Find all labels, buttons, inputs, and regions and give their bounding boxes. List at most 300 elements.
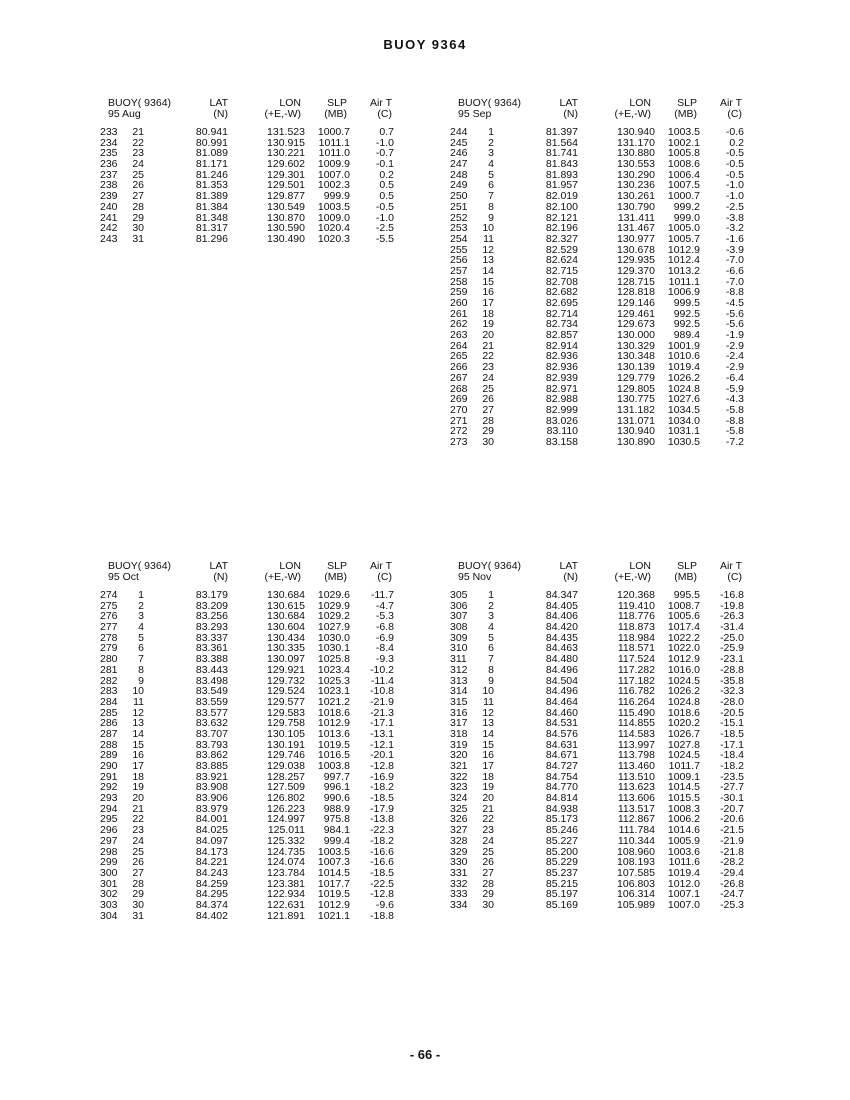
- lat-cell: 81.384: [195, 200, 228, 213]
- slp-cell: 1023.4: [317, 663, 350, 676]
- lon-cell: 125.332: [267, 834, 305, 847]
- lat-cell: 84.496: [545, 685, 578, 698]
- air-temp-cell: -12.8: [370, 760, 394, 772]
- lat-cell: 81.397: [545, 126, 578, 138]
- day-of-year-cell: 268: [450, 382, 468, 395]
- lon-cell: 114.855: [617, 717, 655, 730]
- lon-cell: 130.940: [617, 425, 655, 438]
- lon-cell: 131.170: [617, 136, 655, 149]
- slp-cell: 1012.4: [667, 254, 700, 267]
- air-temp-cell: -21.9: [720, 834, 744, 847]
- day-of-year-cell: 244: [450, 126, 468, 138]
- slp-cell: 1003.5: [317, 845, 350, 858]
- day-of-year-cell: 251: [450, 200, 468, 213]
- day-of-year-cell: 246: [450, 147, 468, 160]
- lat-cell: 83.559: [195, 695, 228, 708]
- slp-cell: 1023.1: [317, 685, 350, 698]
- air-temp-cell: -35.8: [720, 674, 744, 687]
- table-row: [450, 868, 805, 879]
- day-cell: 10: [482, 685, 494, 698]
- air-temp-cell: -11.4: [370, 674, 394, 687]
- day-cell: 21: [482, 339, 494, 352]
- day-cell: 19: [132, 781, 144, 794]
- lat-cell: 81.741: [545, 147, 578, 160]
- day-of-year-cell: 317: [450, 717, 468, 730]
- slp-cell: 1016.0: [667, 663, 700, 676]
- day-of-year-cell: 291: [100, 770, 118, 783]
- lat-cell: 81.296: [195, 232, 228, 245]
- day-of-year-cell: 243: [100, 232, 118, 245]
- day-cell: 24: [132, 158, 144, 171]
- air-temp-cell: -12.8: [370, 888, 394, 901]
- slp-cell: 1003.8: [317, 760, 350, 772]
- air-temp-cell: -9.3: [375, 653, 394, 666]
- lon-cell: 129.501: [267, 179, 305, 192]
- day-of-year-cell: 315: [450, 695, 468, 708]
- slp-cell: 999.4: [323, 834, 350, 847]
- header-slp: SLP: [327, 560, 347, 572]
- lat-cell: 81.564: [545, 136, 578, 149]
- lon-cell: 126.802: [267, 792, 305, 805]
- table-block-aug: [100, 97, 455, 245]
- day-cell: 14: [482, 727, 494, 740]
- air-temp-cell: -18.8: [370, 909, 394, 922]
- lon-cell: 128.715: [617, 275, 655, 288]
- slp-cell: 1003.6: [667, 845, 700, 858]
- lon-cell: 128.257: [267, 770, 305, 783]
- air-temp-cell: -5.9: [725, 382, 744, 395]
- slp-cell: 997.7: [323, 770, 350, 783]
- lat-cell: 83.549: [195, 685, 228, 698]
- lon-cell: 129.524: [267, 685, 305, 698]
- air-temp-cell: -26.8: [720, 877, 744, 890]
- lat-cell: 82.936: [545, 361, 578, 374]
- slp-cell: 1011.0: [318, 147, 350, 160]
- slp-cell: 1001.9: [667, 339, 700, 352]
- table-row: [100, 202, 455, 213]
- lon-cell: 113.510: [617, 770, 655, 783]
- day-cell: 21: [132, 802, 144, 815]
- header-lat: LAT: [559, 97, 578, 109]
- table-body: [450, 127, 805, 448]
- day-of-year-cell: 327: [450, 824, 468, 837]
- slp-cell: 990.6: [323, 792, 350, 805]
- lon-cell: 111.784: [618, 824, 655, 837]
- day-cell: 16: [482, 749, 494, 762]
- table-row: [450, 836, 805, 847]
- air-temp-cell: -22.3: [370, 824, 394, 837]
- slp-cell: 1011.6: [668, 856, 700, 869]
- air-temp-cell: -16.9: [370, 770, 394, 783]
- lon-cell: 131.467: [617, 222, 655, 235]
- table-row: [450, 665, 805, 676]
- lon-cell: 129.583: [267, 706, 305, 719]
- slp-cell: 992.5: [673, 307, 700, 320]
- day-cell: 31: [132, 232, 144, 245]
- slp-cell: 1029.6: [317, 589, 350, 601]
- page-title: BUOY 9364: [383, 37, 467, 52]
- slp-cell: 1027.6: [667, 393, 700, 406]
- day-cell: 30: [132, 222, 144, 235]
- air-temp-cell: -3.9: [725, 243, 744, 256]
- day-of-year-cell: 265: [450, 350, 468, 363]
- lon-cell: 113.623: [617, 781, 655, 794]
- lat-cell: 82.734: [545, 318, 578, 331]
- slp-cell: 1015.5: [667, 792, 700, 805]
- day-of-year-cell: 261: [450, 307, 468, 320]
- day-cell: 2: [488, 136, 494, 149]
- day-of-year-cell: 298: [100, 845, 118, 858]
- day-of-year-cell: 332: [450, 877, 468, 890]
- lon-cell: 130.604: [267, 621, 305, 634]
- lon-cell: 129.921: [267, 663, 305, 676]
- slp-cell: 1000.7: [317, 126, 350, 138]
- header-slp-unit: (MB): [674, 108, 697, 120]
- lat-cell: 83.110: [546, 425, 578, 438]
- slp-cell: 1008.7: [667, 599, 700, 612]
- slp-cell: 1002.1: [667, 136, 700, 149]
- lon-cell: 129.673: [617, 318, 655, 331]
- slp-cell: 1027.9: [317, 621, 350, 634]
- air-temp-cell: -18.2: [370, 781, 394, 794]
- slp-cell: 1022.0: [667, 642, 700, 655]
- day-cell: 29: [132, 888, 144, 901]
- lon-cell: 113.997: [617, 738, 655, 751]
- lon-cell: 118.873: [617, 621, 655, 634]
- slp-cell: 988.9: [323, 802, 350, 815]
- lat-cell: 82.857: [545, 329, 578, 342]
- lat-cell: 81.246: [195, 168, 228, 181]
- slp-cell: 975.8: [323, 813, 350, 826]
- lat-cell: 84.405: [545, 599, 578, 612]
- slp-cell: 1005.7: [667, 232, 700, 245]
- table-body: [450, 590, 805, 911]
- lon-cell: 130.236: [617, 179, 655, 192]
- slp-cell: 1026.2: [667, 685, 700, 698]
- air-temp-cell: -3.8: [725, 211, 744, 224]
- day-cell: 1: [488, 589, 494, 601]
- day-of-year-cell: 271: [450, 414, 468, 427]
- air-temp-cell: -0.6: [725, 126, 744, 138]
- lat-cell: 84.259: [195, 877, 228, 890]
- day-cell: 13: [482, 254, 494, 267]
- air-temp-cell: -20.6: [720, 813, 744, 826]
- day-of-year-cell: 255: [450, 243, 468, 256]
- day-cell: 16: [132, 749, 144, 762]
- day-cell: 10: [482, 222, 494, 235]
- day-of-year-cell: 292: [100, 781, 118, 794]
- air-temp-cell: -1.0: [375, 211, 394, 224]
- day-cell: 31: [132, 909, 144, 922]
- lon-cell: 129.758: [267, 717, 305, 730]
- slp-cell: 1017.4: [667, 621, 700, 634]
- air-temp-cell: -17.9: [370, 802, 394, 815]
- lat-cell: 84.435: [545, 631, 578, 644]
- air-temp-cell: -25.3: [720, 898, 744, 911]
- slp-cell: 1007.0: [667, 898, 700, 911]
- header-air-temp-unit: (C): [727, 571, 742, 583]
- slp-cell: 1030.0: [317, 631, 350, 644]
- day-cell: 6: [488, 642, 494, 655]
- lat-cell: 83.793: [195, 738, 228, 751]
- lat-cell: 82.682: [545, 286, 578, 299]
- day-cell: 5: [488, 168, 494, 181]
- lat-cell: 83.388: [195, 653, 228, 666]
- day-cell: 23: [132, 147, 144, 160]
- day-of-year-cell: 280: [100, 653, 118, 666]
- day-of-year-cell: 311: [450, 653, 467, 666]
- table-row: [450, 373, 805, 384]
- lon-cell: 121.891: [267, 909, 305, 922]
- day-cell: 28: [132, 200, 144, 213]
- day-cell: 10: [132, 685, 144, 698]
- lon-cell: 130.790: [617, 200, 655, 213]
- table-row: [450, 234, 805, 245]
- lon-cell: 130.870: [267, 211, 305, 224]
- air-temp-cell: -24.7: [720, 888, 744, 901]
- day-of-year-cell: 274: [100, 589, 118, 601]
- slp-cell: 1019.4: [667, 361, 700, 374]
- air-temp-cell: -15.1: [720, 717, 744, 730]
- lon-cell: 130.348: [617, 350, 655, 363]
- day-of-year-cell: 300: [100, 866, 118, 879]
- air-temp-cell: -31.4: [720, 621, 744, 634]
- slp-cell: 1024.5: [667, 674, 700, 687]
- day-cell: 2: [138, 599, 144, 612]
- day-cell: 14: [132, 727, 144, 740]
- air-temp-cell: -26.3: [720, 610, 744, 623]
- day-of-year-cell: 320: [450, 749, 468, 762]
- table-body: [100, 590, 455, 921]
- day-cell: 8: [488, 200, 494, 213]
- day-of-year-cell: 306: [450, 599, 468, 612]
- lat-cell: 84.576: [545, 727, 578, 740]
- table-row: [450, 437, 805, 448]
- lat-cell: 82.708: [545, 275, 578, 288]
- lat-cell: 83.361: [195, 642, 228, 655]
- slp-cell: 1007.1: [667, 888, 700, 901]
- day-cell: 22: [482, 350, 494, 363]
- lon-cell: 118.571: [617, 642, 655, 655]
- lon-cell: 113.517: [617, 802, 655, 815]
- slp-cell: 996.1: [323, 781, 350, 794]
- lat-cell: 82.971: [545, 382, 578, 395]
- lon-cell: 118.984: [617, 631, 655, 644]
- slp-cell: 1024.5: [667, 749, 700, 762]
- lon-cell: 129.602: [267, 158, 305, 171]
- header-air-temp: Air T: [720, 97, 742, 109]
- lat-cell: 84.243: [195, 866, 228, 879]
- lat-cell: 83.577: [195, 706, 228, 719]
- day-of-year-cell: 329: [450, 845, 468, 858]
- day-cell: 20: [482, 792, 494, 805]
- table-header: [450, 97, 805, 121]
- table-row: [450, 900, 805, 911]
- air-temp-cell: -18.4: [720, 749, 744, 762]
- day-cell: 12: [482, 706, 494, 719]
- header-buoy-label: BUOY( 9364): [108, 97, 172, 109]
- day-cell: 20: [482, 329, 494, 342]
- day-of-year-cell: 318: [450, 727, 468, 740]
- day-of-year-cell: 236: [100, 158, 118, 171]
- day-of-year-cell: 289: [100, 749, 118, 762]
- day-cell: 25: [482, 382, 494, 395]
- day-of-year-cell: 235: [100, 147, 118, 160]
- lat-cell: 84.464: [545, 695, 578, 708]
- day-of-year-cell: 324: [450, 792, 468, 805]
- air-temp-cell: -0.5: [725, 158, 744, 171]
- day-of-year-cell: 330: [450, 856, 468, 869]
- day-cell: 27: [482, 403, 494, 416]
- lon-cell: 130.590: [267, 222, 305, 235]
- lon-cell: 115.490: [617, 706, 655, 719]
- day-cell: 29: [482, 888, 494, 901]
- lon-cell: 130.191: [267, 738, 305, 751]
- lat-cell: 84.496: [545, 663, 578, 676]
- day-cell: 13: [132, 717, 144, 730]
- lat-cell: 83.979: [195, 802, 228, 815]
- lat-cell: 84.347: [545, 589, 578, 601]
- air-temp-cell: -8.8: [725, 286, 744, 299]
- lon-cell: 122.934: [267, 888, 305, 901]
- air-temp-cell: -5.6: [725, 307, 744, 320]
- air-temp-cell: -4.5: [725, 297, 744, 309]
- slp-cell: 1003.5: [667, 126, 700, 138]
- header-air-temp-unit: (C): [377, 571, 392, 583]
- day-of-year-cell: 267: [450, 371, 468, 384]
- day-of-year-cell: 314: [450, 685, 468, 698]
- day-of-year-cell: 247: [450, 158, 468, 171]
- slp-cell: 984.1: [323, 824, 350, 837]
- lat-cell: 83.906: [195, 792, 228, 805]
- slp-cell: 1008.6: [667, 158, 700, 171]
- header-air-temp: Air T: [370, 560, 392, 572]
- header-lon-unit: (+E,-W): [264, 108, 301, 120]
- day-of-year-cell: 281: [100, 663, 118, 676]
- lon-cell: 130.890: [617, 435, 655, 448]
- day-of-year-cell: 279: [100, 642, 118, 655]
- day-of-year-cell: 240: [100, 200, 118, 213]
- air-temp-cell: -28.0: [720, 695, 744, 708]
- day-cell: 9: [138, 674, 144, 687]
- day-of-year-cell: 269: [450, 393, 468, 406]
- slp-cell: 1027.8: [667, 738, 700, 751]
- lat-cell: 84.460: [545, 706, 578, 719]
- day-cell: 7: [488, 190, 494, 203]
- table-row: [450, 202, 805, 213]
- day-of-year-cell: 290: [100, 760, 118, 772]
- lon-cell: 130.678: [617, 243, 655, 256]
- air-temp-cell: -5.6: [725, 318, 744, 331]
- day-of-year-cell: 254: [450, 232, 468, 245]
- lon-cell: 131.182: [617, 403, 655, 416]
- slp-cell: 1011.7: [668, 760, 700, 772]
- slp-cell: 992.5: [673, 318, 700, 331]
- day-of-year-cell: 323: [450, 781, 468, 794]
- lon-cell: 130.000: [617, 329, 655, 342]
- air-temp-cell: 0.2: [729, 136, 744, 149]
- day-cell: 8: [488, 663, 494, 676]
- air-temp-cell: -18.5: [370, 792, 394, 805]
- slp-cell: 1021.2: [317, 695, 350, 708]
- header-lon: LON: [629, 560, 651, 572]
- lat-cell: 84.938: [545, 802, 578, 815]
- air-temp-cell: -6.6: [725, 264, 744, 277]
- header-air-temp: Air T: [370, 97, 392, 109]
- header-lon: LON: [629, 97, 651, 109]
- lat-cell: 82.914: [545, 339, 578, 352]
- air-temp-cell: -7.0: [725, 275, 744, 288]
- lat-cell: 83.885: [195, 760, 228, 772]
- lon-cell: 107.585: [617, 866, 655, 879]
- header-slp-unit: (MB): [324, 108, 347, 120]
- slp-cell: 1030.1: [317, 642, 350, 655]
- day-of-year-cell: 331: [450, 866, 468, 879]
- slp-cell: 1019.5: [317, 888, 350, 901]
- lat-cell: 83.026: [545, 414, 578, 427]
- day-cell: 26: [482, 393, 494, 406]
- lon-cell: 128.818: [617, 286, 655, 299]
- lat-cell: 84.221: [195, 856, 228, 869]
- lat-cell: 84.814: [545, 792, 578, 805]
- day-of-year-cell: 275: [100, 599, 118, 612]
- day-cell: 16: [482, 286, 494, 299]
- header-month-label: 95 Oct: [108, 571, 139, 583]
- lon-cell: 124.074: [267, 856, 305, 869]
- air-temp-cell: -20.5: [720, 706, 744, 719]
- slp-cell: 1020.2: [667, 717, 700, 730]
- day-cell: 4: [488, 621, 494, 634]
- day-of-year-cell: 309: [450, 631, 468, 644]
- table-row: [450, 405, 805, 416]
- lat-cell: 84.631: [545, 738, 578, 751]
- lon-cell: 130.977: [617, 232, 655, 245]
- day-cell: 28: [482, 877, 494, 890]
- table-body: [100, 127, 455, 245]
- day-of-year-cell: 250: [450, 190, 468, 203]
- day-of-year-cell: 297: [100, 834, 118, 847]
- table-block-sep: [450, 97, 805, 448]
- day-cell: 27: [482, 866, 494, 879]
- air-temp-cell: -17.1: [370, 717, 394, 730]
- header-slp: SLP: [677, 97, 697, 109]
- lat-cell: 84.671: [545, 749, 578, 762]
- slp-cell: 1019.4: [667, 866, 700, 879]
- day-cell: 22: [132, 813, 144, 826]
- table-header: [450, 560, 805, 584]
- lat-cell: 84.770: [545, 781, 578, 794]
- lon-cell: 130.684: [267, 589, 305, 601]
- lat-cell: 85.169: [545, 898, 578, 911]
- lat-cell: 84.374: [195, 898, 228, 911]
- lon-cell: 130.097: [267, 653, 305, 666]
- slp-cell: 1009.0: [317, 211, 350, 224]
- air-temp-cell: -28.8: [720, 663, 744, 676]
- air-temp-cell: -1.0: [375, 136, 394, 149]
- lat-cell: 85.197: [545, 888, 578, 901]
- air-temp-cell: -5.8: [725, 425, 744, 438]
- day-cell: 20: [132, 792, 144, 805]
- day-cell: 18: [482, 770, 494, 783]
- lon-cell: 114.583: [617, 727, 655, 740]
- header-lat-unit: (N): [213, 108, 228, 120]
- day-cell: 12: [132, 706, 144, 719]
- table-row: [100, 697, 455, 708]
- air-temp-cell: -17.1: [720, 738, 744, 751]
- lat-cell: 81.171: [195, 158, 228, 171]
- day-of-year-cell: 310: [450, 642, 468, 655]
- lat-cell: 84.406: [545, 610, 578, 623]
